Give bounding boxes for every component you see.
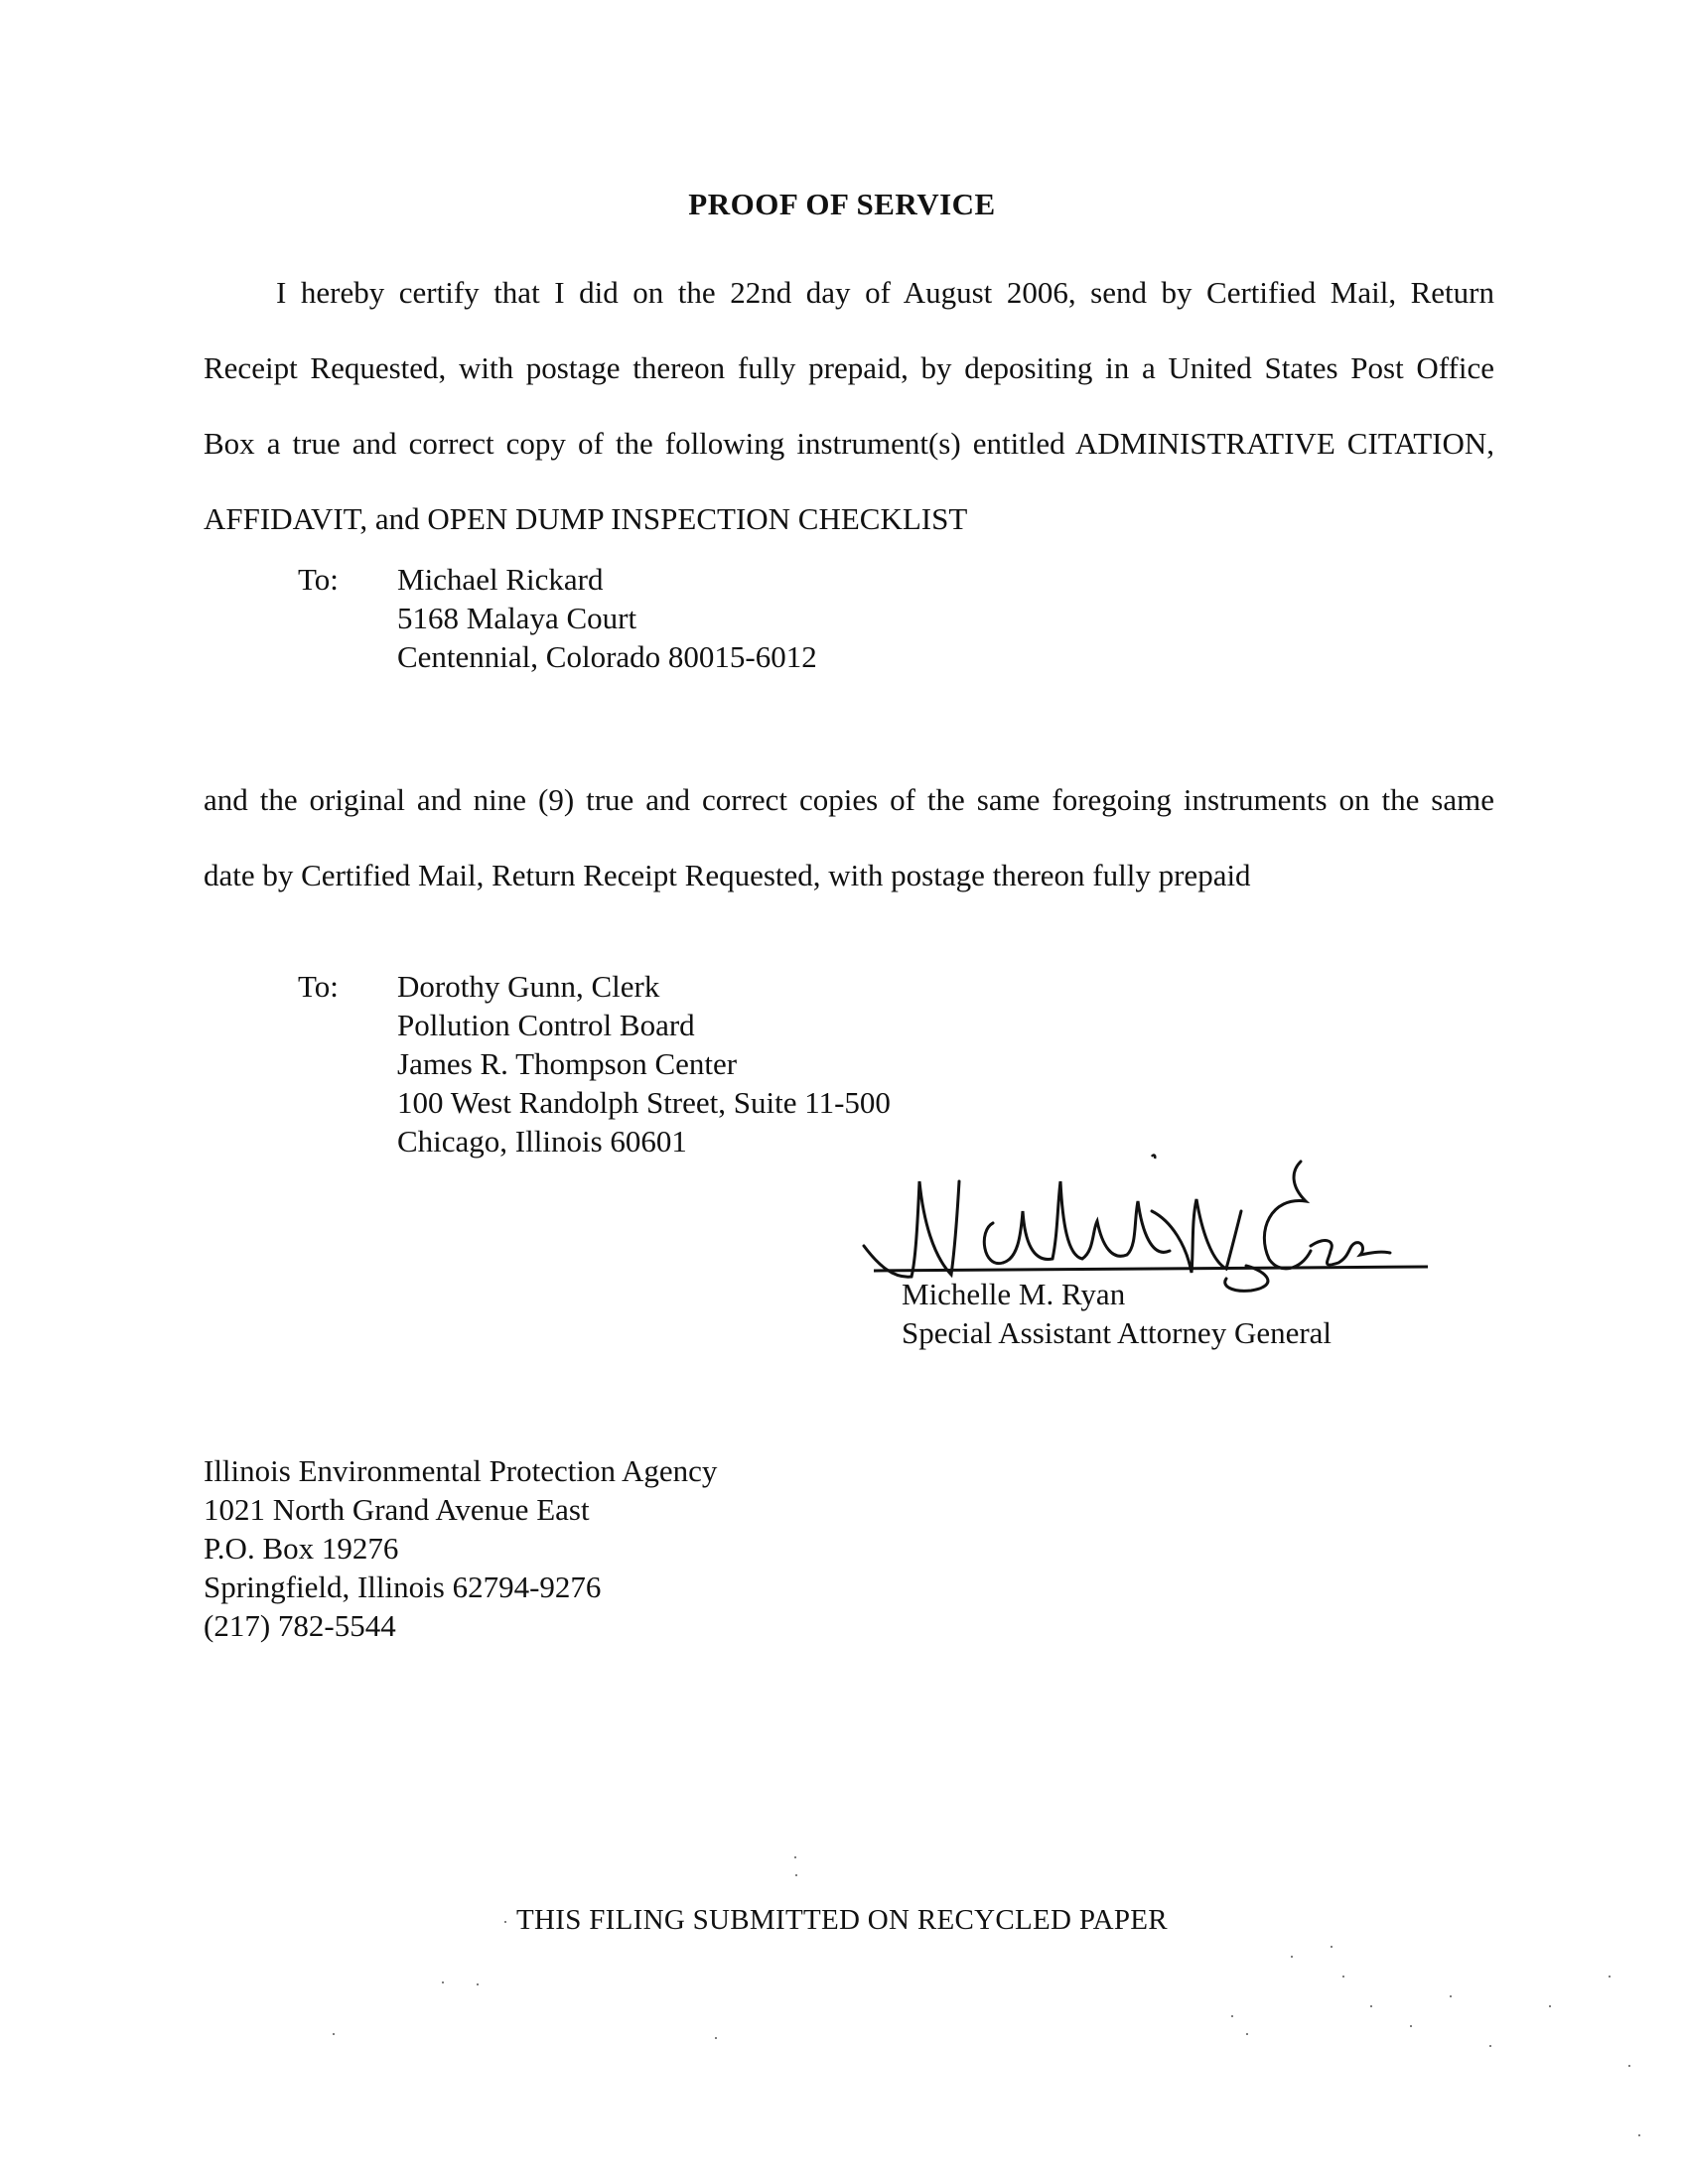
signer-title: Special Assistant Attorney General [902, 1315, 1333, 1350]
address-lines [397, 560, 817, 676]
agency-line: (217) 782-5544 [204, 1608, 396, 1643]
agency-address [204, 1451, 717, 1645]
agency-line: Illinois Environmental Protection Agency [204, 1453, 718, 1488]
paragraph-line: AFFIDAVIT, and OPEN DUMP INSPECTION CHECKLIST [204, 501, 968, 536]
agency-line: P.O. Box 19276 [204, 1531, 399, 1566]
address-line: Michael Rickard [397, 562, 604, 597]
signature-block [854, 1152, 1450, 1350]
to-label: To: [298, 969, 339, 1004]
to-label: To: [298, 562, 339, 597]
document-title: PROOF OF SERVICE [688, 187, 996, 221]
copies-paragraph [204, 762, 1494, 913]
paragraph-line: date by Certified Mail, Return Receipt Requested, with postage thereon fully prepaid [204, 858, 1251, 892]
service-paragraph [204, 255, 1494, 557]
address-line: James R. Thompson Center [397, 1046, 738, 1081]
address-line: Centennial, Colorado 80015-6012 [397, 639, 817, 674]
address-line: 5168 Malaya Court [397, 601, 637, 635]
signer-block [902, 1275, 1332, 1352]
agency-line: 1021 North Grand Avenue East [204, 1492, 590, 1527]
address-line: Chicago, Illinois 60601 [397, 1124, 687, 1159]
paragraph-line: and the original and nine (9) true and correct copies of the same foregoing instruments on the same [204, 782, 1494, 817]
paragraph-line: Receipt Requested, with postage thereon fully prepaid, by depositing in a United States Post Office [204, 350, 1494, 385]
agency-line: Springfield, Illinois 62794-9276 [204, 1570, 602, 1604]
paragraph-line: I hereby certify that I did on the 22nd day of August 2006, send by Certified Mail, Return [276, 275, 1494, 310]
address-line: Dorothy Gunn, Clerk [397, 969, 660, 1004]
signer-name: Michelle M. Ryan [902, 1277, 1126, 1311]
recycled-paper-footer: THIS FILING SUBMITTED ON RECYCLED PAPER [516, 1904, 1168, 1936]
address-lines [397, 967, 891, 1160]
paragraph-line: Box a true and correct copy of the following instrument(s) entitled ADMINISTRATIVE CITATION, [204, 426, 1494, 461]
address-line: Pollution Control Board [397, 1008, 695, 1042]
address-line: 100 West Randolph Street, Suite 11-500 [397, 1085, 891, 1120]
